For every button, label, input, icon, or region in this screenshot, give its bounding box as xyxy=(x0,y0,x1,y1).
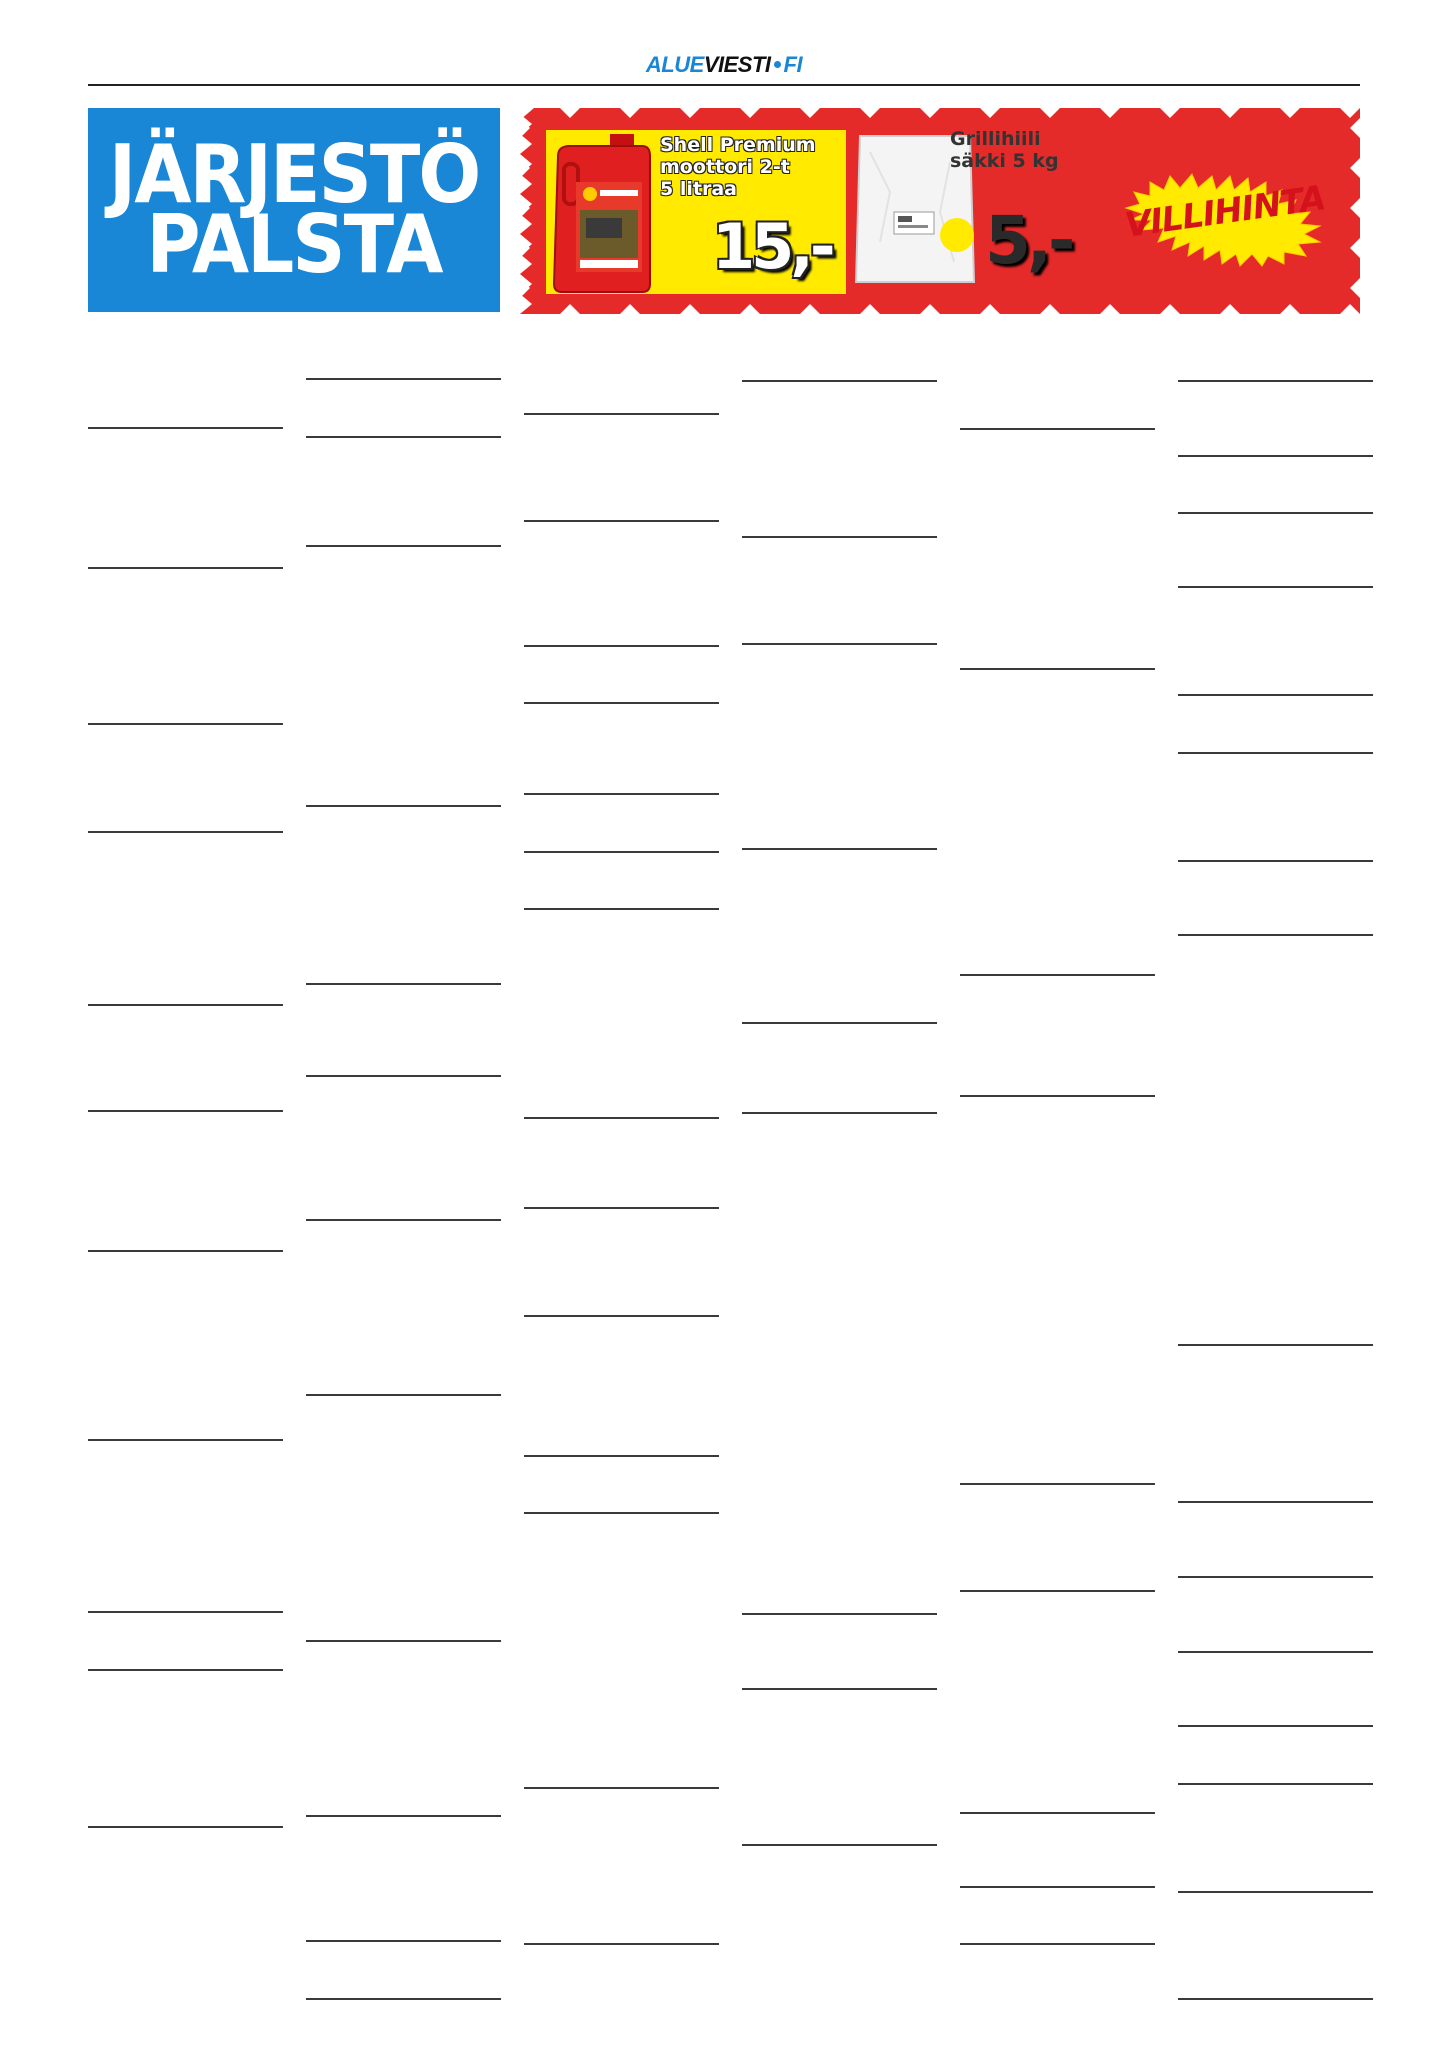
column-rule xyxy=(524,1455,719,1457)
column-rule xyxy=(742,643,937,645)
column-rule xyxy=(960,1886,1155,1888)
column-rule xyxy=(306,1075,501,1077)
column-rule xyxy=(1178,455,1373,457)
column-rule xyxy=(524,908,719,910)
product1-price: 15,- xyxy=(712,210,832,283)
column-rule xyxy=(88,427,283,429)
column-rule xyxy=(88,1826,283,1828)
column-rule xyxy=(742,848,937,850)
column-rule xyxy=(88,1611,283,1613)
column-rule xyxy=(960,1943,1155,1945)
column-rule xyxy=(524,1512,719,1514)
column-rule xyxy=(88,1439,283,1441)
column-rule xyxy=(1178,694,1373,696)
column-rule xyxy=(306,1219,501,1221)
column-rule xyxy=(742,536,937,538)
column-rule xyxy=(88,1250,283,1252)
masthead-part-alue: ALUE xyxy=(645,52,704,77)
column-rule xyxy=(306,1940,501,1942)
product2-price: 5,- xyxy=(985,202,1072,279)
column-rule xyxy=(306,1640,501,1642)
column-rule xyxy=(1178,1576,1373,1578)
column-rule xyxy=(742,1112,937,1114)
column-rule xyxy=(524,520,719,522)
masthead-part-fi: FI xyxy=(783,52,803,77)
column-rule xyxy=(306,545,501,547)
column-rule xyxy=(742,1022,937,1024)
column-rule xyxy=(524,1207,719,1209)
section-title-line1: JÄRJESTÖ xyxy=(108,128,480,222)
column-rule xyxy=(524,413,719,415)
column-rule xyxy=(960,1590,1155,1592)
column-rule xyxy=(1178,380,1373,382)
column-rule xyxy=(742,1844,937,1846)
column-rule xyxy=(742,1613,937,1615)
column-rule xyxy=(1178,1998,1373,2000)
column-rule xyxy=(88,831,283,833)
column-rule xyxy=(742,380,937,382)
column-rule xyxy=(1178,1651,1373,1653)
column-rule xyxy=(306,1998,501,2000)
column-rule xyxy=(1178,1891,1373,1893)
column-rule xyxy=(306,436,501,438)
villihinta-text: VILLIHINTA xyxy=(1122,178,1328,246)
column-rule xyxy=(524,851,719,853)
column-rule xyxy=(960,1095,1155,1097)
column-rule xyxy=(960,974,1155,976)
column-rule xyxy=(306,805,501,807)
column-rule xyxy=(524,1315,719,1317)
column-rule xyxy=(1178,586,1373,588)
column-rule xyxy=(960,668,1155,670)
column-rule xyxy=(524,1943,719,1945)
column-rule xyxy=(1178,860,1373,862)
column-rule xyxy=(306,1394,501,1396)
column-rule xyxy=(1178,1725,1373,1727)
column-rule xyxy=(960,1812,1155,1814)
column-rule xyxy=(524,702,719,704)
column-rule xyxy=(88,1110,283,1112)
column-rule xyxy=(306,1815,501,1817)
column-rule xyxy=(1178,752,1373,754)
product1-description: Shell Premium moottori 2-t 5 litraa xyxy=(660,134,816,200)
column-rule xyxy=(306,983,501,985)
column-rule xyxy=(524,1117,719,1119)
column-rule xyxy=(1178,934,1373,936)
column-rule xyxy=(88,567,283,569)
column-rule xyxy=(88,1004,283,1006)
product2-description: Grillihiili säkki 5 kg xyxy=(950,128,1059,172)
column-rule xyxy=(1178,512,1373,514)
column-rule xyxy=(960,428,1155,430)
column-rule xyxy=(306,378,501,380)
column-rule xyxy=(960,1483,1155,1485)
column-rule xyxy=(88,1669,283,1671)
column-rule xyxy=(88,723,283,725)
column-rule xyxy=(1178,1783,1373,1785)
section-title-line2: PALSTA xyxy=(146,198,442,292)
column-rule xyxy=(1178,1501,1373,1503)
column-rule xyxy=(742,1688,937,1690)
column-rule xyxy=(524,1787,719,1789)
column-rule xyxy=(524,645,719,647)
column-rule xyxy=(524,793,719,795)
masthead-part-viesti: VIESTI xyxy=(703,52,771,77)
column-rule xyxy=(1178,1344,1373,1346)
